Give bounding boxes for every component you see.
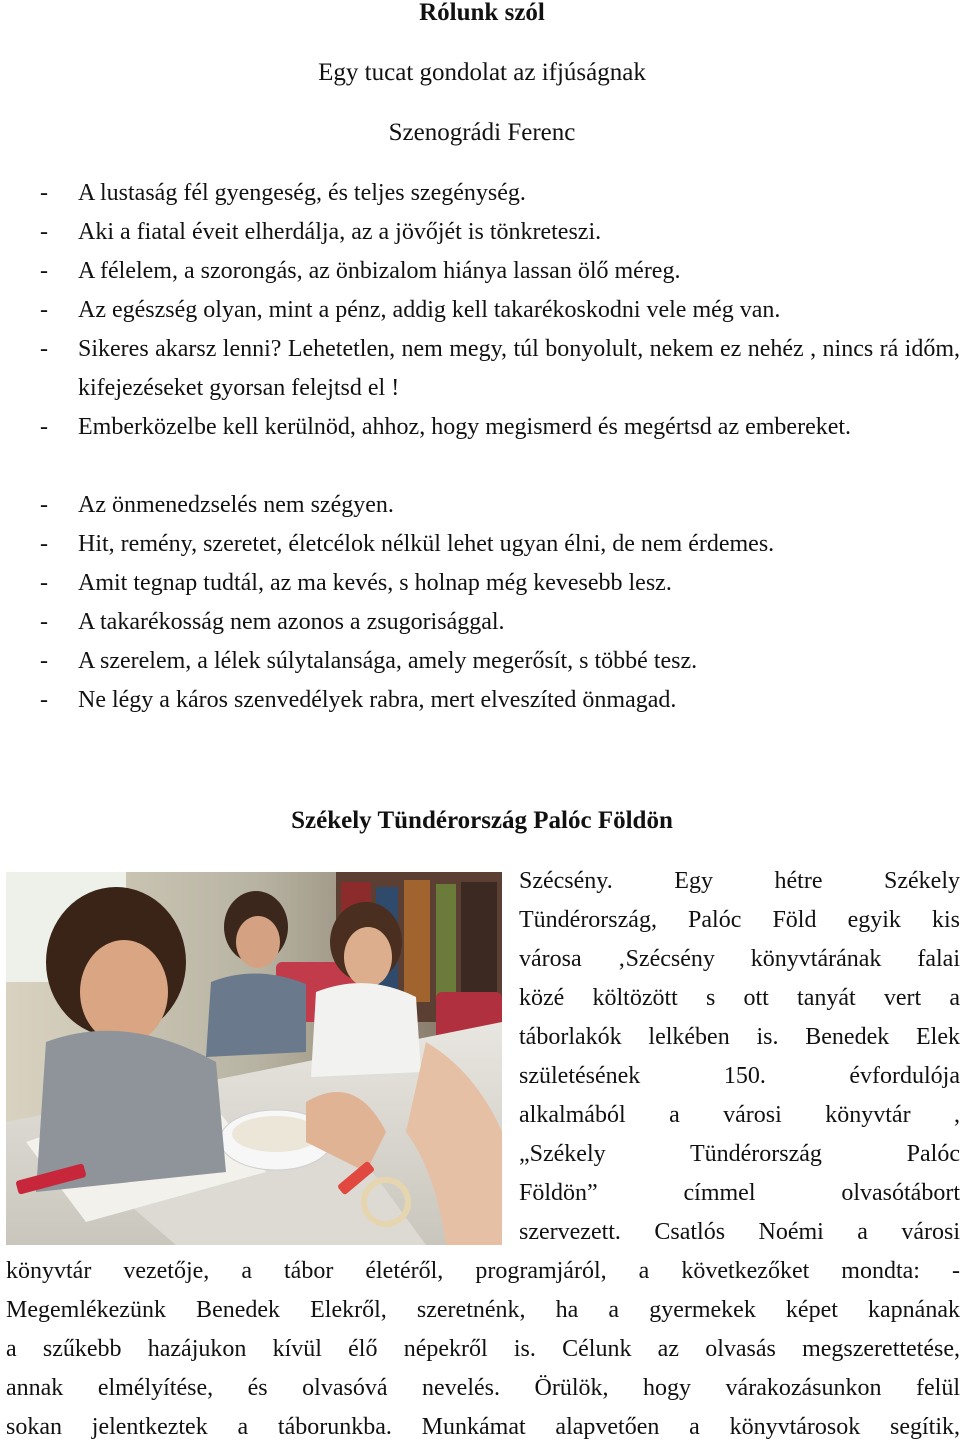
list-item-text: Az önmenedzselés nem szégyen. bbox=[78, 492, 394, 518]
list-item bbox=[40, 564, 960, 603]
list-item-text: Ne légy a káros szenvedélyek rabra, mert elveszíted önmagad. bbox=[78, 687, 677, 713]
list-dash: - bbox=[40, 648, 48, 674]
list-item bbox=[40, 213, 960, 252]
list-item bbox=[40, 603, 960, 642]
article-line: közé költözött s ott tanyát vert a bbox=[519, 985, 960, 1011]
article-line: a szűkebb hazájukon kívül élő népekről is. Célunk az olvasás megszerettetése, bbox=[6, 1336, 960, 1362]
list-dash: - bbox=[40, 297, 48, 323]
list-item-text: Sikeres akarsz lenni? Lehetetlen, nem megy, túl bonyolult, nekem ez nehéz , nincs rá időm, kifejezéseket gyorsan felejtsd el ! bbox=[78, 336, 960, 401]
list-item bbox=[40, 291, 960, 330]
list-dash: - bbox=[40, 609, 48, 635]
article-line: annak elmélyítése, és olvasóvá nevelés. Örülök, hogy várakozásunkon felül bbox=[6, 1375, 960, 1401]
article-line: alkalmából a városi könyvtár , bbox=[519, 1102, 960, 1128]
article-intro-text bbox=[519, 862, 960, 1252]
list-item bbox=[40, 174, 960, 213]
list-item bbox=[40, 642, 960, 681]
article-line: Földön” címmel olvasótábort bbox=[519, 1180, 960, 1206]
article-line: városa ‚Szécsény könyvtárának falai bbox=[519, 946, 960, 972]
list-item-text: A félelem, a szorongás, az önbizalom hiánya lassan ölő méreg. bbox=[78, 258, 681, 284]
subtitle: Egy tucat gondolat az ifjúságnak bbox=[318, 59, 646, 86]
list-item bbox=[40, 681, 960, 720]
craft-workshop-photo bbox=[6, 872, 502, 1245]
list-item-text: Amit tegnap tudtál, az ma kevés, s holnap még kevesebb lesz. bbox=[78, 570, 672, 596]
list-dash: - bbox=[40, 570, 48, 596]
article-line: „Székely Tündérország Palóc bbox=[519, 1141, 960, 1167]
article-title: Székely Tündérország Palóc Földön bbox=[291, 807, 673, 834]
article-line: táborlakók lelkében is. Benedek Elek bbox=[519, 1024, 960, 1050]
article-line: szervezett. Csatlós Noémi a városi bbox=[519, 1219, 960, 1245]
list-item bbox=[40, 408, 960, 447]
list-item bbox=[40, 525, 960, 564]
list-item-text: Emberközelbe kell kerülnöd, ahhoz, hogy megismerd és megértsd az embereket. bbox=[78, 414, 852, 440]
article-line: sokan jelentkeztek a táborunkba. Munkámat alapvetően a könyvtárosok segítik, bbox=[6, 1414, 960, 1440]
article-line: Tündérország, Palóc Föld egyik kis bbox=[519, 907, 960, 933]
list-dash: - bbox=[40, 180, 48, 206]
article-line: születésének 150. évfordulója bbox=[519, 1063, 960, 1089]
list-item bbox=[40, 330, 960, 408]
author-name: Szenográdi Ferenc bbox=[388, 119, 576, 146]
list-item-text: A lustaság fél gyengeség, és teljes szegénység. bbox=[78, 180, 526, 206]
section-title: Rólunk szól bbox=[419, 0, 545, 26]
list-dash: - bbox=[40, 258, 48, 284]
list-item-text: A takarékosság nem azonos a zsugorisággal. bbox=[78, 609, 505, 635]
list-item-text: Aki a fiatal éveit elherdálja, az a jövőjét is tönkreteszi. bbox=[78, 219, 602, 245]
article-line: Megemlékezünk Benedek Elekről, szeretnénk, ha a gyermekek képet kapnának bbox=[6, 1297, 960, 1323]
list-item-text: Az egészség olyan, mint a pénz, addig kell takarékoskodni vele még van. bbox=[78, 297, 781, 323]
list-item bbox=[40, 252, 960, 291]
article-line: könyvtár vezetője, a tábor életéről, programjáról, a következőket mondta: - bbox=[6, 1258, 960, 1284]
list-dash: - bbox=[40, 414, 48, 440]
list-item bbox=[40, 486, 960, 525]
list-dash: - bbox=[40, 219, 48, 245]
list-dash: - bbox=[40, 687, 48, 713]
list-dash: - bbox=[40, 531, 48, 557]
article-body-text bbox=[6, 1252, 960, 1447]
list-dash: - bbox=[40, 336, 48, 362]
list-dash: - bbox=[40, 492, 48, 518]
article-photo bbox=[6, 872, 502, 1245]
list-item-text: A szerelem, a lélek súlytalansága, amely megerősít, s többé tesz. bbox=[78, 648, 698, 674]
list-item-text: Hit, remény, szeretet, életcélok nélkül lehet ugyan élni, de nem érdemes. bbox=[78, 531, 775, 557]
article-line: Szécsény. Egy hétre Székely bbox=[519, 868, 960, 894]
